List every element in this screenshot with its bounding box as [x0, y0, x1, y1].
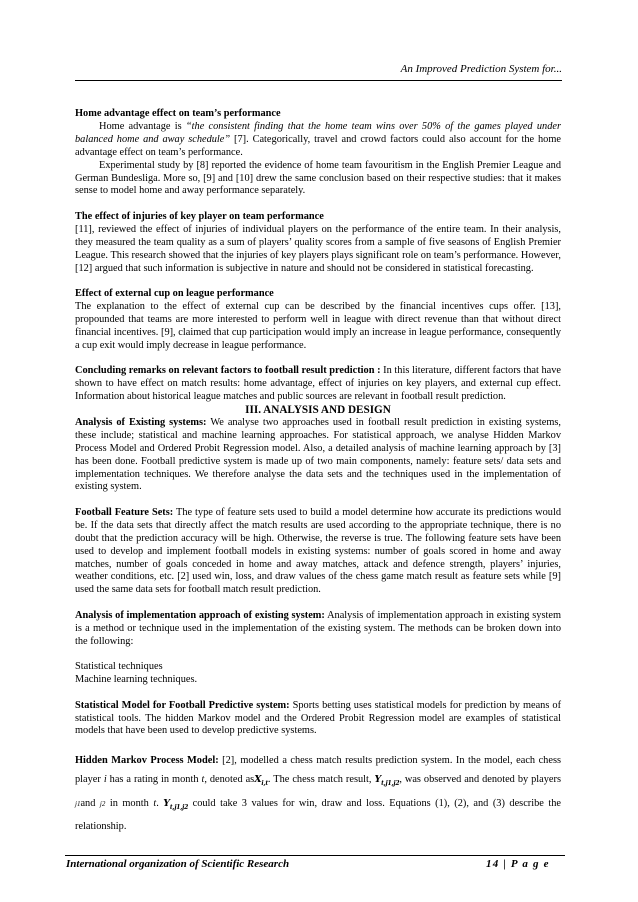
text-run: . The chess match result, [267, 774, 375, 786]
header-rule [75, 80, 562, 81]
math-symbol: Y [163, 797, 170, 809]
footer-rule [65, 855, 565, 856]
math-symbol: X [254, 774, 262, 786]
text-run: The type of feature sets used to build a model determine how accurate its predictions would be. If the data sets that directly affect the match results are used according to the appropriate technique, there is no doubt that the prediction accuracy will be high. Otherwise, the reverse is true. The following feature sets have been used to develop and implement football models in existing systems: number of goals scored in home and away matches, number of goals conceded in home and away matches, attack and defence strength, players’ injuries, weather conditions, etc. [2] used win, loss, and draw values of the chess game match result as feature sets while [9] used the same data sets for football match result prediction. [75, 506, 562, 596]
paragraph-implementation [75, 610, 561, 649]
spacer [75, 198, 561, 211]
spacer [75, 597, 561, 610]
math-subscript: j2 [99, 799, 106, 808]
inline-heading: Analysis of Existing systems: [75, 416, 207, 428]
math-result-ref [163, 798, 188, 809]
text-run: Analysis of implementation approach in existing system is a method or technique used in the implementation of the existing system. The methods can be broken down into the following: [75, 609, 561, 647]
list-item-machine-learning: Machine learning techniques. [75, 674, 198, 686]
paragraph-hidden-markov [75, 751, 561, 837]
running-head: An Improved Prediction System for... [400, 63, 562, 75]
paragraph-existing-systems [75, 417, 561, 494]
math-var: i [103, 774, 107, 786]
math-var: t [201, 774, 205, 786]
text-run: , denoted as [204, 774, 255, 786]
heading-home-advantage: Home advantage effect on team’s performance [75, 108, 281, 119]
page-body [75, 108, 561, 837]
inline-heading: Concluding remarks on relevant factors to football result prediction : [75, 365, 381, 377]
math-subscript: j1 [75, 799, 81, 808]
footer-journal-name: International organization of Scientific Research [66, 858, 290, 870]
heading-external-cup: Effect of external cup on league performance [75, 288, 274, 300]
spacer [75, 738, 561, 751]
text-run: [2], modelled a chess match results prediction system. In the model, each chess player [75, 754, 561, 786]
inline-heading: Football Feature Sets: [75, 506, 174, 518]
inline-heading: Hidden Markov Process Model: [75, 754, 219, 766]
math-subscript: t,j1,j2 [169, 803, 189, 811]
spacer [75, 494, 561, 507]
quote-text: “the consistent finding that the home team wins over 50% of the games played under balanced home and away schedule” [75, 120, 561, 145]
math-rating [254, 774, 268, 788]
inline-heading: Analysis of implementation approach of existing system: [75, 609, 325, 621]
text-run: Sports betting uses statistical models for prediction by means of statistical tools. The hidden Markov model and the Ordered Probit Regression model are examples of statistical models that have been used to develop predictive systems. [75, 699, 562, 737]
math-var: t [153, 797, 157, 809]
math-symbol: Y [374, 774, 382, 786]
paragraph-feature-sets [75, 507, 561, 597]
spacer [75, 687, 561, 700]
paragraph-statistical-model [75, 700, 561, 739]
text-run: [7]. Categorically, travel and crowd factors could also account for the home advantage effect on team’s performance. [75, 133, 561, 158]
section-title: III. ANALYSIS AND DESIGN [245, 403, 391, 416]
math-subscript: i,t [261, 780, 268, 788]
paragraph-external-cup: The explanation to the effect of external cup can be described by the financial incentives cups offer. [13], propounded that teams are more interested to perform well in league with direct revenue than that without direct financial incentives. [9], claimed that cup participation would imply an increase in league performance, consequently a cup exit would imply decrease in league performance. [75, 300, 561, 351]
spacer [75, 275, 561, 288]
math-result [374, 774, 400, 788]
paragraph-experimental-study: Experimental study by [8] reported the evidence of home team favouritism in the English Premier League and German Bundesliga. More so, [9] and [10] drew the same conclusion based on their respective studies: that it makes sense to model home and away performance separately. [75, 159, 561, 197]
math-subscript: t,j1,j2 [381, 780, 400, 788]
inline-heading: Statistical Model for Football Predictive system: [75, 699, 290, 711]
text-run: in month [105, 797, 154, 809]
text-run: . [156, 797, 164, 809]
text-run: has a rating in month [106, 774, 202, 786]
text-run: could take 3 values for win, draw and loss. Equations (1), (2), and (3) describe the relationship. [75, 797, 561, 833]
text-run: , was observed and denoted by players [399, 774, 561, 786]
footer-page-number: 14 | P a g e [486, 858, 550, 870]
paragraph-home-advantage [75, 121, 561, 160]
list-item-statistical: Statistical techniques [75, 661, 163, 673]
text-run: Home advantage is [99, 120, 186, 132]
heading-injuries: The effect of injuries of key player on team performance [75, 210, 324, 222]
spacer [75, 353, 561, 366]
text-run: and [80, 797, 100, 809]
paragraph-concluding-remarks [75, 365, 561, 404]
text-run: We analyse two approaches used in football result prediction in existing systems, these include; statistical and machine learning approaches. For statistical approach, we analyse Hidden Markov Process Model and Ordered Probit Regression model. Also, a detailed analysis of machine learning approach by [3] has been done. Football predictive system is made up of two main components, namely: feature sets/ data sets and implementation techniques. We therefore analyse the data sets and the techniques used in the implementation of existing system. [75, 416, 562, 493]
text-run: In this literature, different factors that have shown to have effect on match results: home advantage, effect of injuries on key players, and external cup effect. Information about historical league matches and public sources are relevant in football result prediction. [75, 365, 561, 402]
paragraph-injuries: [11], reviewed the effect of injuries of individual players on the performance of the entire team. In their analysis, they measured the team quality as a sum of players’ quality scores from a sample of five seasons of English Premier League. This research showed that the injuries of key players plays significant role on team’s performance. However, [12] argued that such information is subjective in nature and should not be considered in statistical forecasting. [75, 223, 561, 274]
spacer [75, 649, 561, 662]
